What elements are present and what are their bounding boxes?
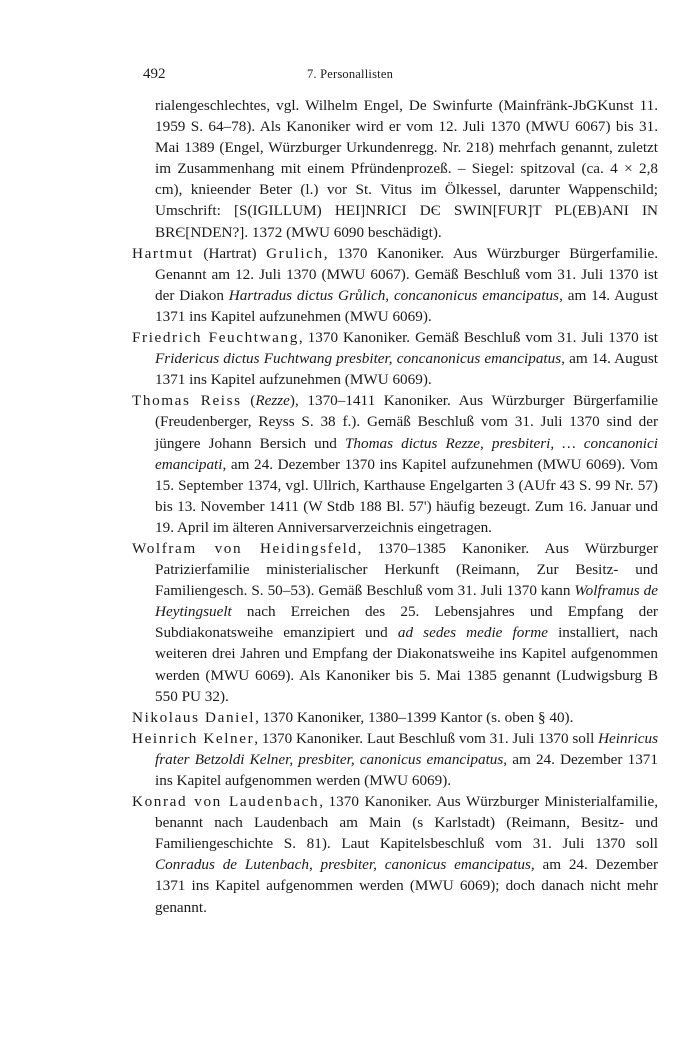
latin-quotation: Heinricus frater Betzoldi Kelner, presbiter, canonicus emancipatus <box>155 729 658 768</box>
text-run: ), 1370–1411 Kanoniker. Aus Würzburger Bürgerfamilie (Freudenberger, Reyss S. 38 f.). Gemäß Beschluß vom 31. Juli 1370 sind der jüngere Johann Bersich und <box>155 392 658 452</box>
person-name: Wolfram von Heidingsfeld <box>132 539 358 557</box>
person-entry <box>132 707 658 728</box>
person-entry <box>132 538 658 707</box>
person-entry <box>132 243 658 327</box>
person-name: Grulich <box>266 244 324 262</box>
person-name: Nikolaus Daniel <box>132 708 256 726</box>
text-run: installiert, nach weiteren drei Jahren und Empfang der Diakonatsweihe ins Kapitel aufgenommen werden (MWU 6069). Als Kanoniker bis 5. Mai 1385 genannt (Ludwigsburg B 550 PU 32). <box>155 624 658 705</box>
latin-quotation: Conradus de Lutenbach, presbiter, canonicus emancipatus <box>155 856 531 874</box>
text-run: rialengeschlechtes, vgl. Wilhelm Engel, De Swinfurte (Mainfränk-JbGKunst 11. 1959 S. 64–78). Als Kanoniker wird er vom 12. Juli 1370 (MWU 6067) bis 31. Mai 1389 (Engel, Würzburger Urkundenregg. Nr. 218) mehrfach genannt, zuletzt im Zusammenhang mit einem Pfründenprozeß. – Siegel: spitzoval (ca. 4 × 2,8 cm), knieender Beter (l.) vor St. Vitus im Ölkessel, darunter Wappenschild; Umschrift: [S(IGILLUM) HEI]NRICI DЄ SWIN[FUR]T PL(EB)ANI IN BRЄ[NDEN?]. 1372 (MWU 6090 beschädigt). <box>155 97 658 241</box>
person-name: Thomas Reiss <box>132 392 242 410</box>
text-run: , 1370 Kanoniker, 1380–1399 Kantor (s. oben § 40). <box>255 708 574 726</box>
text-run: , 1370 Kanoniker. Aus Würzburger Ministerialfamilie, benannt nach Laudenbach am Main (s Karlstadt) (Reimann, Besitz- und Familiengeschichte S. 81). Laut Kapitelsbeschluß vom 31. Juli 1370 soll <box>155 793 658 853</box>
text-run: , am 14. August 1371 ins Kapitel aufzunehmen (MWU 6069). <box>155 286 658 325</box>
person-entry <box>132 728 658 791</box>
text-run: , 1370 Kanoniker. Laut Beschluß vom 31. Juli 1370 soll <box>254 729 599 747</box>
continuation-paragraph <box>132 95 658 243</box>
running-title: 7. Personallisten <box>306 67 394 81</box>
text-run: , 1370 Kanoniker. Aus Würzburger Bürgerfamilie. Genannt am 12. Juli 1370 (MWU 6067). Gemäß Beschluß vom 31. Juli 1370 ist der Diakon <box>155 244 658 304</box>
person-name: Konrad von Laudenbach <box>132 793 320 811</box>
person-entry <box>132 390 658 538</box>
latin-quotation: ad sedes medie forme <box>397 624 548 642</box>
person-name: Hartmut <box>132 244 194 262</box>
latin-quotation: Fridericus dictus Fuchtwang presbiter, concanonicus emancipatus <box>155 350 562 368</box>
page-header <box>0 66 700 88</box>
text-run: nach Erreichen des 25. Lebensjahres und Empfang der Subdiakonatsweihe emanzipiert und <box>155 603 658 642</box>
latin-quotation: Rezze <box>255 392 290 410</box>
latin-quotation: Wolframus de Heytingsuelt <box>155 582 658 621</box>
person-entry <box>132 791 658 918</box>
text-run: , am 24. Dezember 1371 ins Kapitel aufgenommen werden (MWU 6069); doch danach nicht mehr genannt. <box>155 856 659 916</box>
latin-quotation: Hartradus dictus Grůlich, concanonicus emancipatus <box>228 286 560 304</box>
person-name: Heinrich Kelner <box>132 729 255 747</box>
text-run: ( <box>241 392 256 410</box>
text-run: , 1370–1385 Kanoniker. Aus Würzburger Patrizierfamilie ministerialischer Herkunft (Reimann, Zur Besitz- und Familiengesch. S. 50–53). Gemäß Beschluß vom 31. Juli 1370 kann <box>155 539 658 600</box>
text-run: , am 24. Dezember 1370 ins Kapitel aufzunehmen (MWU 6069). Vom 15. September 1374, vgl. Ullrich, Karthause Engelgarten 3 (AUfr 43 S. 99 Nr. 57) bis 13. November 1411 (W Stdb 188 Bl. 57') häufig bezeugt. Zum 16. Januar und 19. April im älteren Anniversarverzeichnis eingetragen. <box>155 455 658 536</box>
person-entry <box>132 327 658 390</box>
text-run: , am 14. August 1371 ins Kapitel aufzunehmen (MWU 6069). <box>155 350 658 389</box>
body-text <box>132 95 658 918</box>
person-name: Friedrich Feuchtwang <box>132 329 299 347</box>
text-run: , 1370 Kanoniker. Gemäß Beschluß vom 31. Juli 1370 ist <box>298 329 659 347</box>
page-number: 492 <box>143 66 166 82</box>
text-run: , am 24. Dezember 1371 ins Kapitel aufgenommen werden (MWU 6069). <box>155 750 658 789</box>
latin-quotation: Thomas dictus Rezze, presbiteri, … concanonici emancipati <box>155 434 658 473</box>
text-run: (Hartrat) <box>193 244 267 262</box>
